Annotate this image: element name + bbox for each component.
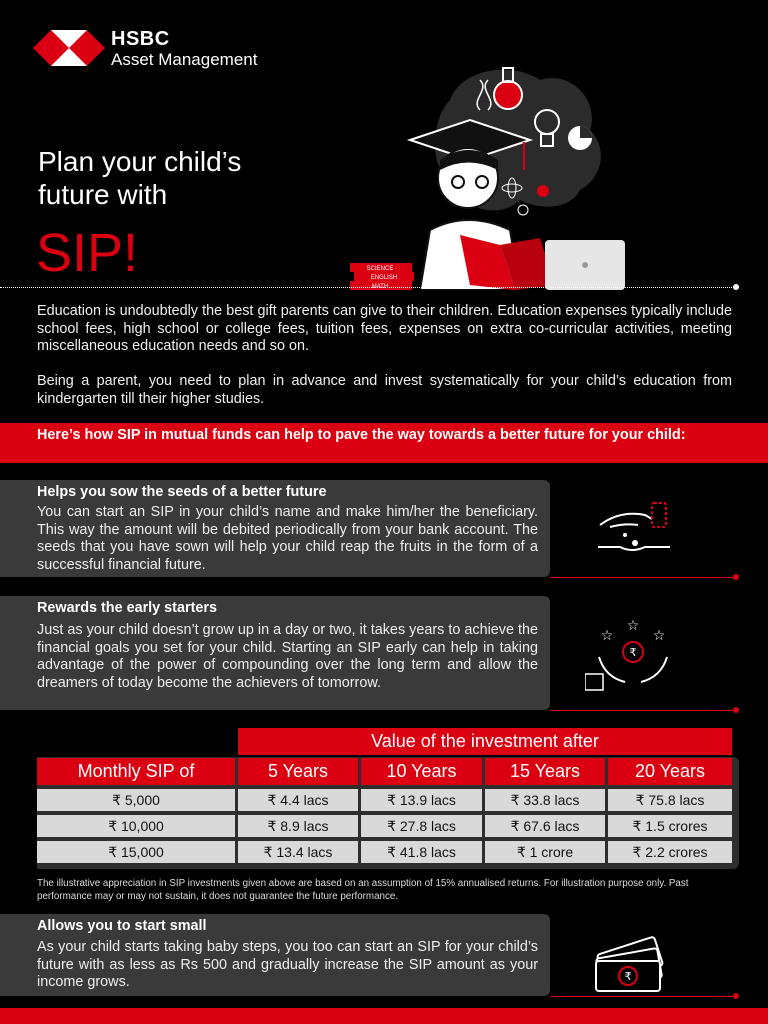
disclaimer-note: The illustrative appreciation in SIP investments given above are based on an assumption of 15% annualised returns. For illustration purpose only. Past performance may or may not sustain, it does not guarantee the future performance.	[37, 878, 689, 902]
table-cell: ₹ 1 crore	[485, 841, 605, 863]
table-cell: ₹ 8.9 lacs	[238, 815, 358, 837]
book-science-label: SCIENCE	[366, 266, 394, 272]
table-cell: ₹ 13.9 lacs	[361, 789, 482, 811]
table-cell: ₹ 67.6 lacs	[485, 815, 605, 837]
table-cell: ₹ 10,000	[37, 815, 235, 837]
book-math-label: MATH	[371, 284, 389, 290]
card-3-red-dot	[733, 993, 739, 999]
table-cell: ₹ 41.8 lacs	[361, 841, 482, 863]
svg-text:₹: ₹	[624, 971, 632, 983]
hero-sip: SIP!	[36, 223, 139, 283]
card-2-red-line	[550, 710, 736, 711]
table-cell: ₹ 33.8 lacs	[485, 789, 605, 811]
benefit-body-3: As your child starts taking baby steps, you too can start an SIP for your child’s future with as less as Rs 500 and gradually increase the SIP amount as your income grows.	[37, 939, 538, 991]
divider-dot	[733, 284, 739, 290]
benefit-title-2: Rewards the early starters	[37, 600, 217, 616]
banner-text: Here’s how SIP in mutual funds can help to pave the way towards a better future for your child:	[37, 427, 686, 443]
col-header-10y: 10 Years	[361, 758, 482, 785]
table-cell: ₹ 4.4 lacs	[238, 789, 358, 811]
col-header-5y: 5 Years	[238, 758, 358, 785]
svg-text:☆: ☆	[652, 627, 666, 643]
hsbc-hexagon-logo	[33, 30, 105, 66]
hands-rupee-stars-icon	[585, 612, 675, 692]
col-header-15y: 15 Years	[485, 758, 605, 785]
benefit-title-1: Helps you sow the seeds of a better future	[37, 484, 327, 500]
card-1-red-dot	[733, 574, 739, 580]
table-super-header: Value of the investment after	[238, 728, 732, 755]
banknotes-icon	[590, 925, 680, 1005]
table-cell: ₹ 2.2 crores	[608, 841, 732, 863]
book-english-label: ENGLISH	[370, 275, 398, 281]
table-cell: ₹ 5,000	[37, 789, 235, 811]
intro-paragraph-2: Being a parent, you need to plan in advance and invest systematically for your child’s education from kindergarten till their higher studies.	[37, 373, 732, 407]
col-header-20y: 20 Years	[608, 758, 732, 785]
hero-line-1: Plan your child’s	[38, 146, 242, 177]
footer-red-bar	[0, 1008, 768, 1024]
card-2-red-dot	[733, 707, 739, 713]
benefit-title-3: Allows you to start small	[37, 918, 207, 934]
student-studying-illustration	[340, 60, 640, 290]
table-cell: ₹ 1.5 crores	[608, 815, 732, 837]
table-cell: ₹ 27.8 lacs	[361, 815, 482, 837]
table-cell: ₹ 13.4 lacs	[238, 841, 358, 863]
brand-subtitle: Asset Management	[111, 50, 258, 69]
benefit-body-2: Just as your child doesn’t grow up in a day or two, it takes years to achieve the financial goals you set for your child. Starting an SIP early can help in taking advantage of the power of compounding over the long term and allow the dreamers of today become the achievers of tomorrow.	[37, 622, 538, 691]
divider	[0, 287, 738, 288]
intro-paragraph-1: Education is undoubtedly the best gift parents can give to their children. Education expenses typically include school fees, high school or college fees, tuition fees, expenses on extra co-curricular activities, meeting miscellaneous education needs and so on.	[37, 303, 732, 355]
svg-text:☆: ☆	[600, 627, 614, 643]
hand-seed-icon	[590, 495, 680, 575]
hero-line-2: future with	[38, 179, 168, 210]
benefit-body-1: You can start an SIP in your child’s name and make him/her the beneficiary. This way the amount will be debited periodically from your bank account. The seeds that you have sown will help your child reap the fruits in the form of a successful financial future.	[37, 504, 538, 573]
col-header-monthly: Monthly SIP of	[37, 758, 235, 785]
brand-name: HSBC	[111, 28, 170, 50]
table-cell: ₹ 15,000	[37, 841, 235, 863]
svg-text:☆: ☆	[626, 617, 640, 633]
svg-text:₹: ₹	[629, 647, 637, 659]
card-1-red-line	[550, 577, 736, 578]
table-cell: ₹ 75.8 lacs	[608, 789, 732, 811]
